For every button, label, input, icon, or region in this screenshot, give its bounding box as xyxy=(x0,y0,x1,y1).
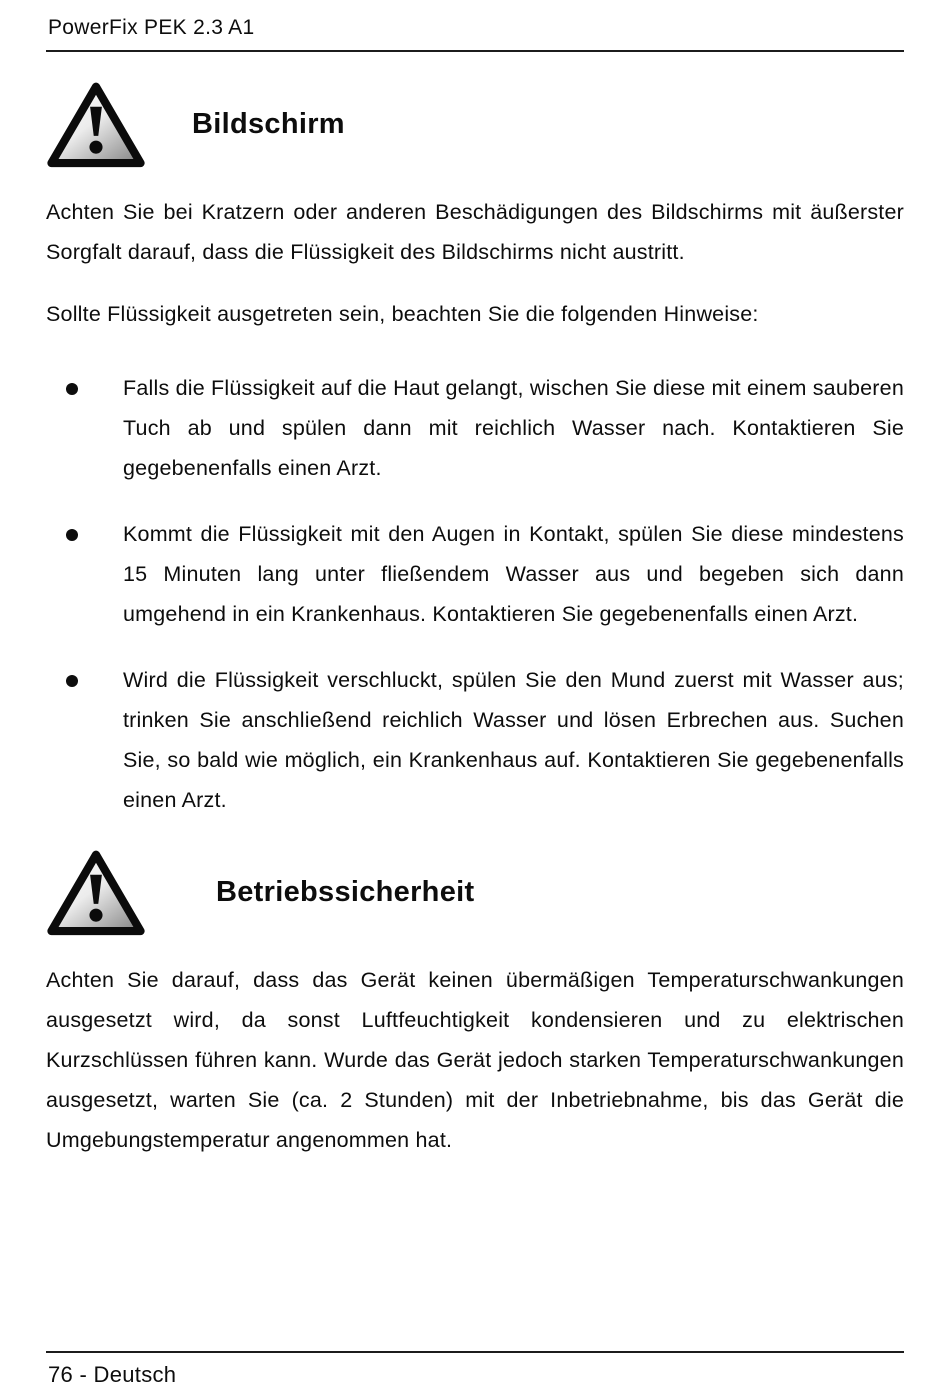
list-item-text: Wird die Flüssigkeit verschluckt, spülen Sie den Mund zuerst mit Wasser aus; trinken Sie anschließend reichlich Wasser und lösen Erbrechen aus. Suchen Sie, so bald wie möglich, ein Krankenhaus auf. Kontaktieren Sie gegebenenfalls einen Arzt. xyxy=(123,668,904,812)
paragraph-temperature: Achten Sie darauf, dass das Gerät keinen übermäßigen Temperaturschwankungen ausgesetzt wird, da sonst Luftfeuchtigkeit kondensieren und zu elektrischen Kurzschlüssen führen kann. Wurde das Gerät jedoch starken Temperaturschwankungen ausgesetzt, warten Sie (ca. 2 Stunden) mit der Inbetriebnahme, bis das Gerät die Umgebungstemperatur angenommen hat. xyxy=(46,968,904,1152)
safety-bullet-list xyxy=(46,368,904,820)
section-bildschirm-header xyxy=(46,78,904,170)
bullet-icon xyxy=(66,675,78,687)
list-item xyxy=(46,368,904,488)
paragraph-leak-notice: Sollte Flüssigkeit ausgetreten sein, beachten Sie die folgenden Hinweise: xyxy=(46,302,759,326)
bullet-icon xyxy=(66,529,78,541)
section-title-bildschirm: Bildschirm xyxy=(192,107,345,140)
list-item xyxy=(46,514,904,634)
list-item-text: Falls die Flüssigkeit auf die Haut gelangt, wischen Sie diese mit einem sauberen Tuch ab und spülen dann mit reichlich Wasser nach. Kontaktieren Sie gegebenenfalls einen Arzt. xyxy=(123,376,904,480)
section-betriebssicherheit-header xyxy=(46,846,904,938)
page-footer: 76 - Deutsch xyxy=(46,1351,904,1388)
list-item-text: Kommt die Flüssigkeit mit den Augen in Kontakt, spülen Sie diese mindestens 15 Minuten lang unter fließendem Wasser aus und begeben sich dann umgehend in ein Krankenhaus. Kontaktieren Sie gegebenenfalls einen Arzt. xyxy=(123,522,904,626)
bullet-icon xyxy=(66,383,78,395)
warning-triangle-icon xyxy=(46,78,146,170)
warning-triangle-icon xyxy=(46,846,146,938)
page-header-title: PowerFix PEK 2.3 A1 xyxy=(46,12,904,52)
section-title-betriebssicherheit: Betriebssicherheit xyxy=(216,875,475,908)
paragraph-screen-damage: Achten Sie bei Kratzern oder anderen Beschädigungen des Bildschirms mit äußerster Sorgfalt darauf, dass die Flüssigkeit des Bildschirms nicht austritt. xyxy=(46,200,904,264)
list-item xyxy=(46,660,904,820)
